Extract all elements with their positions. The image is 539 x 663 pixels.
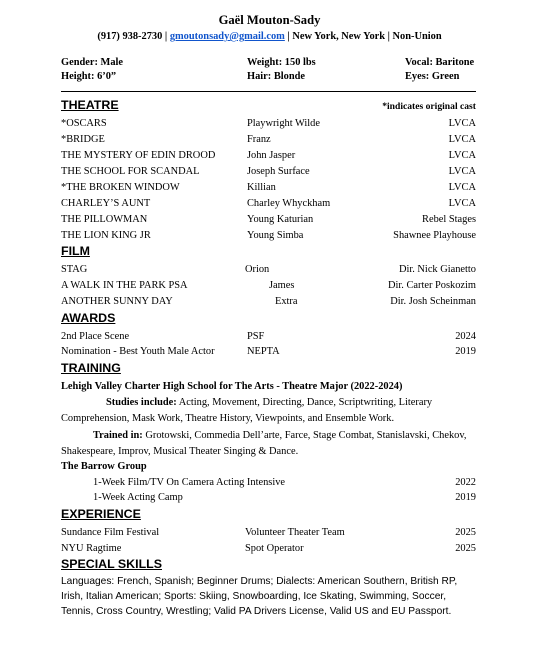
theatre-title: *THE BROKEN WINDOW (61, 182, 180, 193)
studies-label: Studies include: (106, 397, 177, 408)
experience-year: 2025 (455, 543, 476, 554)
section-heading-special-skills: SPECIAL SKILLS (61, 557, 162, 571)
original-cast-note: *indicates original cast (382, 101, 476, 112)
stat-gender: Gender: Male (61, 57, 124, 68)
contact-line (0, 30, 539, 43)
theatre-venue: LVCA (448, 166, 476, 177)
film-title: A WALK IN THE PARK PSA (61, 280, 188, 291)
theatre-role: Killian (247, 182, 276, 193)
trained-label: Trained in: (93, 430, 143, 441)
experience-role: Volunteer Theater Team (245, 527, 345, 538)
course-year: 2022 (455, 477, 476, 488)
studies-text: Acting, Movement, Directing, Dance, Scriptwriting, Literary Comprehension, Mask Work, Theatre History, Viewpoints, and Ensemble Work. (61, 397, 433, 424)
film-title: STAG (61, 264, 88, 275)
film-director: Dir. Josh Scheinman (390, 296, 476, 307)
theatre-venue: LVCA (448, 198, 476, 209)
theatre-role: John Jasper (247, 150, 296, 161)
experience-year: 2025 (455, 527, 476, 538)
section-heading-film: FILM (61, 244, 90, 258)
theatre-venue: LVCA (448, 150, 476, 161)
stat-eyes: Eyes: Green (405, 71, 460, 82)
theatre-title: *BRIDGE (61, 134, 105, 145)
award-org: NEPTA (247, 346, 280, 357)
theatre-role: Charley Whyckham (247, 198, 331, 209)
course-name: 1-Week Acting Camp (93, 492, 183, 503)
theatre-title: THE LION KING JR (61, 230, 151, 241)
training-group: The Barrow Group (61, 461, 147, 472)
section-heading-theatre: THEATRE (61, 98, 119, 112)
film-director: Dir. Nick Gianetto (398, 264, 476, 275)
theatre-role: Joseph Surface (247, 166, 310, 177)
separator: | (164, 31, 168, 42)
theatre-venue: LVCA (448, 134, 476, 145)
stat-hair: Hair: Blonde (247, 71, 306, 82)
course-year: 2019 (455, 492, 476, 503)
training-school: Lehigh Valley Charter High School for The Arts - Theatre Major (2022-2024) (61, 381, 403, 392)
theatre-title: THE MYSTERY OF EDIN DROOD (61, 150, 216, 161)
theatre-title: CHARLEY’S AUNT (61, 198, 151, 209)
section-heading-awards: AWARDS (61, 311, 116, 325)
phone-number: (917) 938-2730 (97, 31, 163, 42)
film-role: Extra (275, 296, 298, 307)
email-link[interactable]: gmoutonsady@gmail.com (169, 31, 285, 42)
studies-paragraph (61, 395, 479, 426)
trained-paragraph (61, 428, 479, 459)
theatre-venue: LVCA (448, 118, 476, 129)
film-title: ANOTHER SUNNY DAY (61, 296, 173, 307)
location-union: | New York, New York | Non-Union (287, 31, 442, 42)
theatre-venue: Rebel Stages (422, 214, 476, 225)
film-role: James (269, 280, 295, 291)
theatre-title: THE PILLOWMAN (61, 214, 148, 225)
award-year: 2019 (455, 346, 476, 357)
award-year: 2024 (455, 331, 476, 342)
stat-weight: Weight: 150 lbs (247, 57, 316, 68)
stat-height: Height: 6’0” (61, 71, 117, 82)
film-role: Orion (245, 264, 270, 275)
special-skills-text: Languages: French, Spanish; Beginner Drums; Dialects: American Southern, British RP, Irish, Italian American; Sports: Skiing, Snowboarding, Ice Skating, Swimming, Soccer, Tennis, Cross Country, Wrestling; Valid PA Drivers License, Valid US and EU Passport. (61, 576, 458, 617)
experience-event: Sundance Film Festival (61, 527, 160, 538)
stat-vocal: Vocal: Baritone (405, 57, 475, 68)
award-name: 2nd Place Scene (61, 331, 130, 342)
theatre-title: *OSCARS (61, 118, 107, 129)
resume-name: Gaël Mouton-Sady (218, 13, 321, 27)
award-org: PSF (247, 331, 265, 342)
experience-event: NYU Ragtime (61, 543, 122, 554)
theatre-role: Young Simba (247, 230, 304, 241)
divider (61, 91, 476, 92)
theatre-venue: LVCA (448, 182, 476, 193)
theatre-role: Playwright Wilde (247, 118, 320, 129)
section-heading-training: TRAINING (61, 361, 121, 375)
experience-role: Spot Operator (245, 543, 304, 554)
theatre-venue: Shawnee Playhouse (393, 230, 476, 241)
film-director: Dir. Carter Poskozim (387, 280, 476, 291)
theatre-role: Young Katurian (247, 214, 314, 225)
award-name: Nomination - Best Youth Male Actor (61, 346, 215, 357)
course-name: 1-Week Film/TV On Camera Acting Intensive (93, 477, 286, 488)
section-heading-experience: EXPERIENCE (61, 507, 141, 521)
trained-text: Grotowski, Commedia Dell’arte, Farce, Stage Combat, Stanislavski, Chekov, Shakespeare, Improv, Musical Theater Singing & Dance. (61, 430, 467, 457)
theatre-title: THE SCHOOL FOR SCANDAL (61, 166, 200, 177)
theatre-role: Franz (247, 134, 271, 145)
